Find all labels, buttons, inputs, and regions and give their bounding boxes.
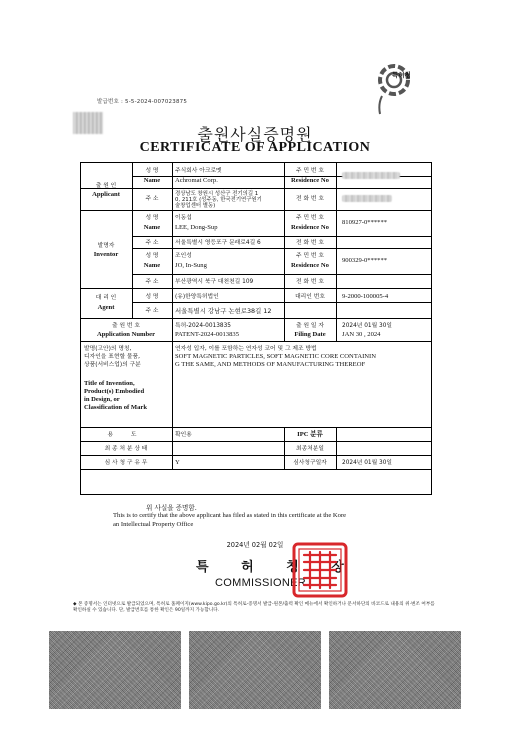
inventor1-resid: 810927-0****** (342, 219, 388, 226)
applicant-phone-redacted (342, 195, 392, 202)
inventor2-addr-label: 주 소 (145, 279, 159, 285)
applicant-address-3: 술창업센터 별동) (175, 203, 216, 209)
inventor2-name-label-en: Name (143, 262, 161, 269)
verification-barcode-3 (329, 631, 461, 709)
verification-barcode-2 (189, 631, 321, 709)
applicant-name-label-ko: 성 명 (145, 168, 159, 174)
applicant-section-label-en: Applicant (92, 191, 120, 198)
applicant-resid-redacted (342, 172, 400, 179)
applicant-section-label-ko: 출 원 인 (95, 183, 117, 189)
inventor2-name-ko: 조인성 (175, 253, 192, 259)
use-label: 용 도 (107, 432, 145, 438)
brand-name: 특허청 (392, 71, 411, 79)
invention-title-ko: 연자성 입자, 이를 포함하는 연자성 코어 및 그 제조 방법 (175, 346, 317, 352)
commissioner-en: COMMISSIONER (215, 577, 306, 589)
inventor2-name-en: JO, In-Sung (175, 262, 207, 269)
applicant-phone-label: 전 화 번 호 (296, 196, 324, 202)
final-date-label: 최종처분일 (296, 446, 324, 452)
document-title-ko: 출원사실증명원 (197, 125, 313, 144)
exam-date-label: 심사청구일자 (293, 460, 327, 466)
use-value: 확인용 (175, 432, 192, 438)
title-label-ko-2: 디자인을 표현할 물품, (84, 354, 140, 360)
title-label-en-3: in Design, or (84, 396, 120, 403)
invention-title-en-1: SOFT MAGNETIC PARTICLES, SOFT MAGNETIC CORE CONTAININ (175, 353, 376, 360)
inventor-section-label-en: Inventor (93, 251, 119, 258)
applicant-name-ko: 주식회사 아크로멧 (175, 168, 222, 174)
certify-en-line-1: This is to certify that the above applicant has filed as stated in this certificate at the Kore (113, 512, 347, 519)
agent-address: 서울특별시 강남구 논현로38길 12 (175, 307, 272, 315)
inventor2-resid: 900329-0****** (342, 257, 388, 264)
app-number-ko: 특허-2024-0013835 (175, 323, 231, 329)
verification-barcode-1 (49, 631, 181, 709)
exam-label: 심 사 청 구 유 무 (104, 460, 148, 466)
ipc-label: IPC 분류 (297, 431, 323, 438)
agent-name: (유)한양특허법인 (175, 294, 219, 300)
app-number-label-ko: 출 원 번 호 (112, 323, 140, 329)
exam-value: Y (175, 459, 180, 466)
filing-date-en: JAN 30 , 2024 (342, 331, 381, 338)
issue-date: 2024년 02월 02일 (226, 541, 284, 549)
kipo-logo-icon (372, 56, 434, 118)
footer-note: ◆ 본 증명서는 인터넷으로 발급되었으며, 특허로 홈페이지(www.kipo.go.kr)의 특허로-증명서 발급-원본/출력 확인 메뉴에서 확인하거나 문서하단의 바코드로 내용의 위·변조 여부를 확인하실 수 있습니다. 단, 발급번호를 통한 확인은 90일까지 가능합니다. (73, 602, 435, 613)
inventor1-addr-label: 주 소 (145, 240, 159, 246)
applicant-name-label-en: Name (143, 177, 161, 184)
agent-section-label-en: Agent (97, 304, 115, 311)
inventor-section-label-ko: 발명자 (97, 243, 115, 249)
inventor2-phone-label: 전 화 번 호 (296, 279, 324, 285)
invention-title-en-2: G THE SAME, AND METHODS OF MANUFACTURING THEREOF (175, 361, 366, 368)
applicant-address-1: 경상남도 창원시 성산구 전기의길 1 (175, 191, 259, 197)
official-seal-icon (290, 540, 350, 600)
inventor2-name-label-ko: 성 명 (145, 253, 159, 259)
applicant-addr-label: 주 소 (145, 196, 159, 202)
app-number-en: PATENT-2024-0013835 (175, 331, 239, 338)
commissioner-ko: 특 허 청 장 (196, 560, 358, 575)
agent-name-label: 성 명 (145, 294, 159, 300)
issue-number: 발급번호 : 5-5-2024-007023875 (97, 99, 188, 105)
filing-date-label-ko: 출 원 일 자 (296, 323, 324, 329)
certify-ko: 위 사실을 증명함. (146, 504, 197, 512)
filing-date-label-en: Filing Date (294, 331, 326, 338)
inventor1-resid-label-en: Residence No (291, 224, 329, 231)
applicant-address-2: 0, 211호 (성주동, 한국전기연구원기 (175, 197, 262, 203)
document-title-en: CERTIFICATE OF APPLICATION (139, 140, 371, 155)
certify-en (113, 511, 413, 529)
inventor1-name-en: LEE, Dong-Sup (175, 224, 218, 231)
agent-code: 9-2000-100005-4 (342, 293, 389, 300)
inventor1-phone-label: 전 화 번 호 (296, 240, 324, 246)
inventor2-resid-label-ko: 주 민 번 호 (296, 253, 324, 259)
inventor1-address: 서울특별시 영등포구 문래로4길 6 (175, 240, 261, 246)
certify-en-line-2: an Intellectual Property Office (113, 521, 194, 528)
inventor1-name-label-en: Name (143, 224, 161, 231)
applicant-resid-label-en: Residence No (291, 177, 329, 184)
inventor1-name-label-ko: 성 명 (145, 215, 159, 221)
agent-section-label-ko: 대 리 인 (95, 295, 117, 301)
title-label-ko-3: 상품(서비스업)의 구분 (84, 362, 141, 368)
inventor1-name-ko: 이동섭 (175, 215, 192, 221)
applicant-name-en: Achromat Corp. (175, 177, 218, 184)
filing-date-ko: 2024년 01월 30일 (342, 323, 392, 329)
inventor2-address: 부산광역시 북구 대천천길 109 (175, 279, 254, 285)
title-label-ko-1: 발명(고안)의 명칭, (84, 346, 132, 352)
exam-date: 2024년 01월 30일 (342, 460, 392, 466)
final-status-label: 최 종 처 분 상 태 (104, 446, 148, 452)
applicant-resid-label-ko: 주 민 번 호 (296, 168, 324, 174)
title-label-en-2: Product(s) Embodied (84, 388, 145, 395)
title-label-en-4: Classification of Mark (84, 404, 148, 411)
agent-addr-label: 주 소 (145, 308, 159, 314)
app-number-label-en: Application Number (96, 331, 156, 338)
inventor1-resid-label-ko: 주 민 번 호 (296, 215, 324, 221)
inventor2-resid-label-en: Residence No (291, 262, 329, 269)
agent-code-label: 대리인 번호 (295, 294, 325, 300)
title-label-en-1: Title of Invention, (84, 380, 135, 387)
